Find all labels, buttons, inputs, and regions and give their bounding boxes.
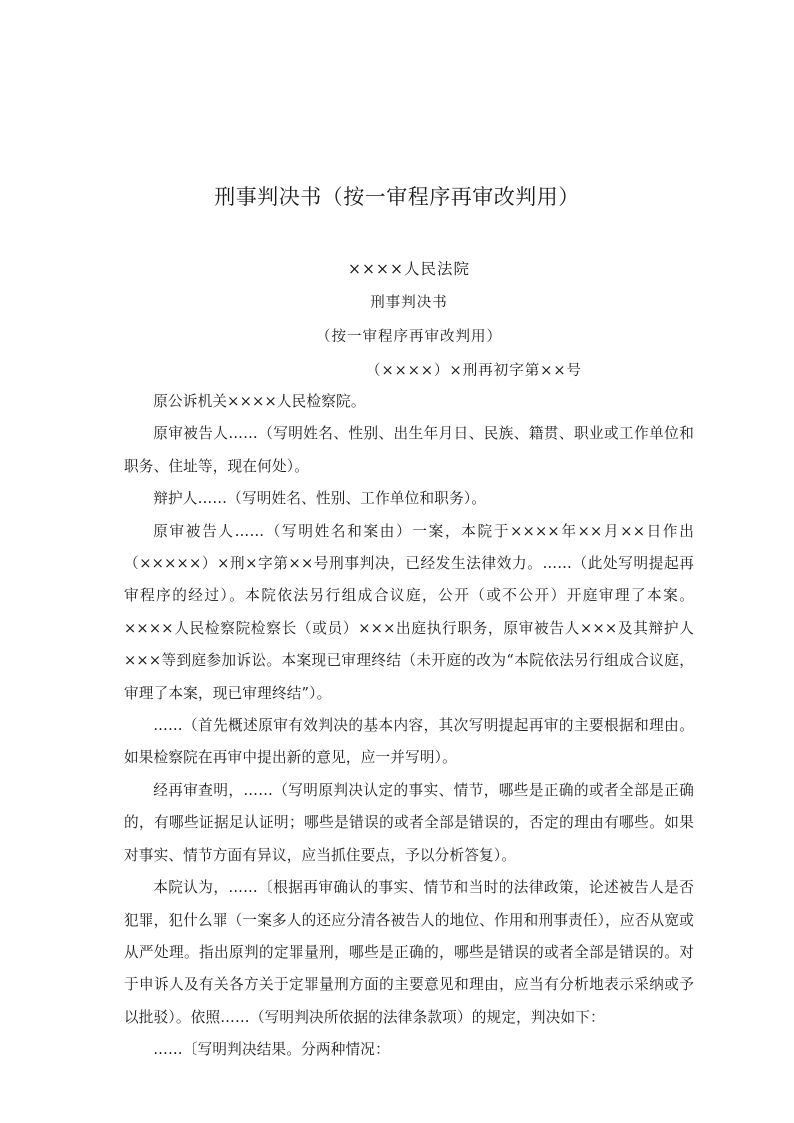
- judgment-body: [124, 386, 694, 1067]
- judgment-header-block: [124, 252, 694, 388]
- page-title: 刑事判决书（按一审程序再审改判用）: [214, 185, 580, 210]
- paragraph-prosecuting-organ: 原公诉机关××××人民检察院。: [153, 393, 366, 410]
- paragraph-original-defendant: 原审被告人……（写明姓名、性别、出生年月日、民族、籍贯、职业或工作单位和职务、住址等，现在何处）。: [124, 425, 694, 475]
- paragraph-retrial-findings: 经再审查明，……（写明原判决认定的事实、情节，哪些是正确的或者全部是正确的，有哪些证据足认证明；哪些是错误的或者全部是错误的，否定的理由有哪些。如果对事实、情节方面有异议，应当抓住要点，予以分析答复）。: [124, 781, 694, 864]
- paragraph-original-judgment-summary: ……（首先概述原审有效判决的基本内容，其次写明提起再审的主要根据和理由。如果检察院在再审中提出新的意见，应一并写明）。: [124, 717, 694, 767]
- court-name: ××××人民法院: [348, 260, 470, 278]
- usage-note-line: （按一审程序再审改判用）: [316, 329, 502, 345]
- paragraph-case-history: 原审被告人……（写明姓名和案由）一案，本院于××××年××月××日作出（×××××）×刑×字第××号刑事判决，已经发生法律效力。……（此处写明提起再审程序的经过）。本院依法另行组成合议庭，公开（或不公开）开庭审理了本案。××××人民检察院检察长（或员）×××出庭执行职务，原审被告人×××及其辩护人×××等到庭参加诉讼。本案现已审理终结（未开庭的改为“本院依法另行组成合议庭，审理了本案，现已审理终结”）。: [124, 522, 694, 702]
- document-type-line: 刑事判决书: [370, 295, 448, 311]
- paragraph-court-opinion: 本院认为，……〔根据再审确认的事实、情节和当时的法律政策，论述被告人是否犯罪，犯什么罪（一案多人的还应分清各被告人的地位、作用和刑事责任），应否从宽或从严处理。指出原判的定罪量刑，哪些是正确的，哪些是错误的或者全部是错误的。对于申诉人及有关各方关于定罪量刑方面的主要意见和理由，应当有分析地表示采纳或予以批驳）。依照……（写明判决所依据的法律条款项）的规定，判决如下：: [124, 879, 694, 1026]
- paragraph-judgment-result: ……〔写明判决结果。分两种情况：: [153, 1041, 390, 1059]
- paragraph-defense-counsel: 辩护人……（写明姓名、性别、工作单位和职务）。: [153, 490, 487, 508]
- case-number: （××××）×刑再初字第××号: [365, 363, 582, 379]
